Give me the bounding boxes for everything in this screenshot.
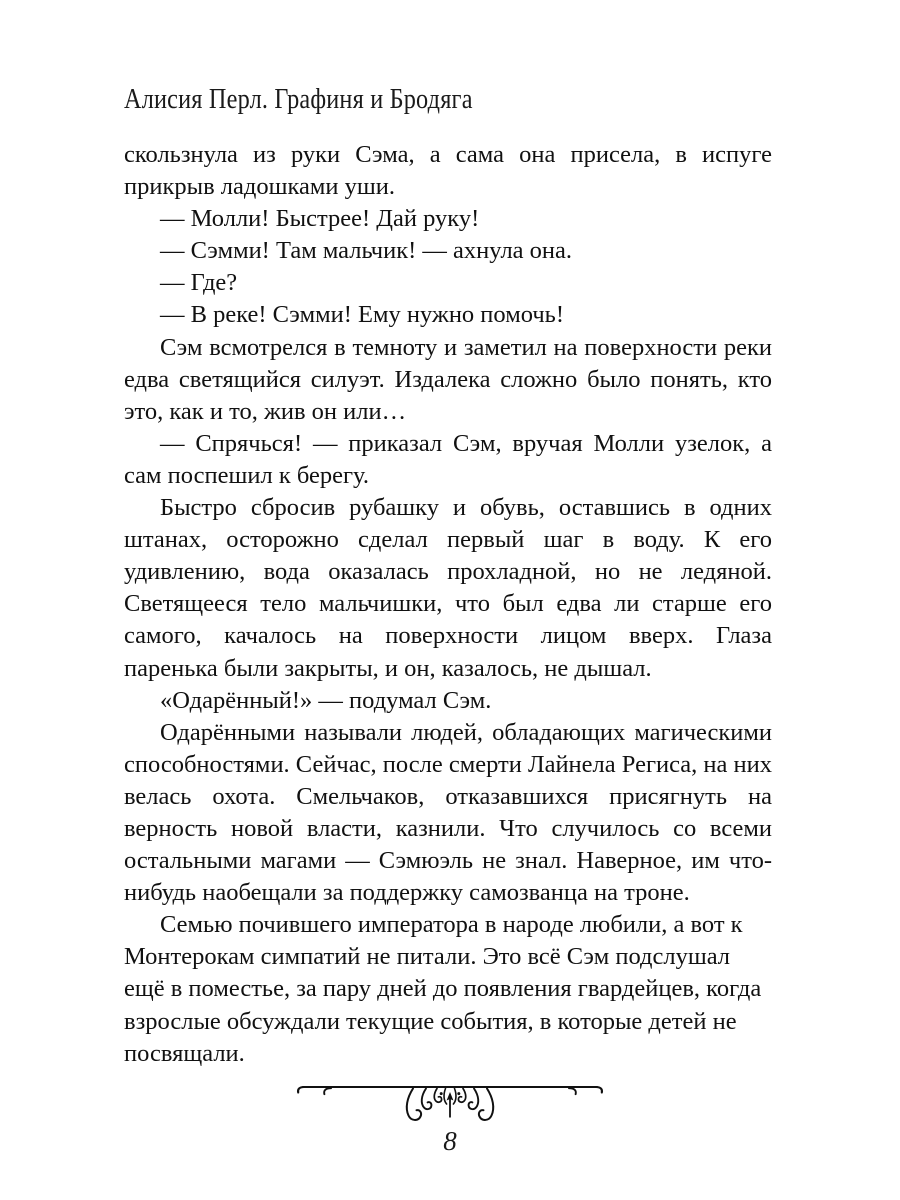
paragraph: Семью почившего императора в народе любили, а вот к Монтерокам симпатий не питали. Это всё Сэм подслушал ещё в поместье, за пару дней до появления гвардейцев, когда взрослые обсуждали текущие события, в которые детей не посвящали.: [124, 911, 762, 1067]
running-head: [124, 82, 770, 116]
paragraph-thought: «Одарённый!» — подумал Сэм.: [160, 686, 492, 714]
paragraph-dialogue: — В реке! Сэмми! Ему нужно помочь!: [160, 301, 564, 329]
folio: [0, 1126, 900, 1156]
body-text-block: [124, 139, 772, 1070]
paragraph-dialogue: — Сэмми! Там мальчик! — ахнула она.: [160, 237, 573, 265]
paragraph: Сэм всмотрелся в темноту и заметил на поверхности реки едва светящийся силуэт. Издалека сложно было понять, кто это, как и то, жив он или…: [124, 333, 772, 425]
paragraph-dialogue: — Спрячься! — приказал Сэм, вручая Молли узелок, а сам поспешил к берегу.: [124, 429, 772, 489]
paragraph: скользнула из руки Сэма, а сама она присела, в испуге прикрыв ладошками уши.: [124, 141, 772, 201]
page-number: 8: [443, 1126, 457, 1156]
paragraph: Одарёнными называли людей, обладающих магическими способностями. Сейчас, после смерти Лайнела Региса, на них велась охота. Смельчаков, отказавшихся присягнуть на верность новой власти, казнили. Что случилось со всеми остальными магами — Сэмюэль не знал. Наверное, им что-нибудь наобещали за поддержку самозванца на троне.: [124, 718, 772, 907]
paragraph-dialogue: — Молли! Быстрее! Дай руку!: [160, 205, 480, 233]
running-head-text: Алисия Перл. Графиня и Бродяга: [124, 84, 473, 115]
paragraph-dialogue: — Где?: [160, 269, 238, 297]
paragraph: Быстро сбросив рубашку и обувь, оставшись в одних штанах, осторожно сделал первый шаг в воду. К его удивлению, вода оказалась прохладной, но не ледяной. Светящееся тело мальчишки, что был едва ли старше его самого, качалось на поверхности лицом вверх. Глаза паренька были закрыты, и он, казалось, не дышал.: [124, 494, 772, 682]
